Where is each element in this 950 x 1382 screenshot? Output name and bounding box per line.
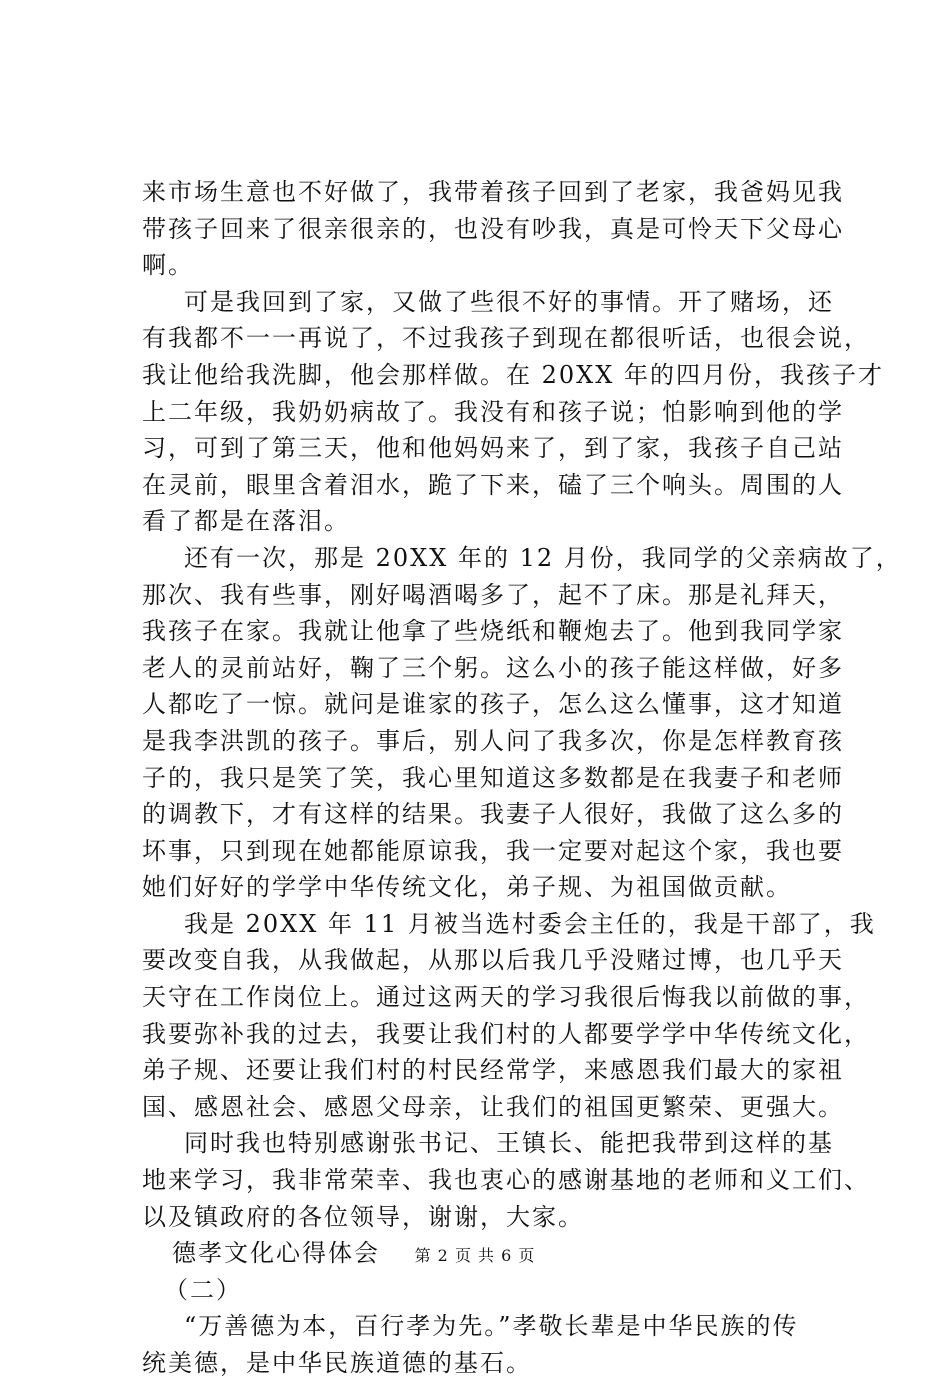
text-line: 是我李洪凯的孩子。事后，别人问了我多次，你是怎样教育孩 <box>142 726 844 755</box>
text-line: 她们好好的学学中华传统文化，弟子规、为祖国做贡献。 <box>142 873 792 902</box>
text-line: 还有一次，那是 20XX 年的 12 月份，我同学的父亲病故了， <box>184 543 902 572</box>
text-line: 上二年级，我奶奶病故了。我没有和孩子说；怕影响到他的学 <box>142 397 844 426</box>
text-line: 那次、我有些事，刚好喝酒喝多了，起不了床。那是礼拜天， <box>142 580 844 609</box>
text-line: 国、感恩社会、感恩父母亲，让我们的祖国更繁荣、更强大。 <box>142 1092 844 1121</box>
text-line: 带孩子回来了很亲很亲的，也没有吵我，真是可怜天下父母心 <box>142 214 844 243</box>
text-line: 我让他给我洗脚，他会那样做。在 20XX 年的四月份，我孩子才 <box>142 360 884 389</box>
text-line: 看了都是在落泪。 <box>142 507 350 536</box>
document-body <box>142 174 902 1382</box>
section-number: （二） <box>164 1275 242 1304</box>
text-line: 可是我回到了家，又做了些很不好的事情。开了赌场，还 <box>184 287 834 316</box>
text-line: 习，可到了第三天，他和他妈妈来了，到了家，我孩子自己站 <box>142 434 844 463</box>
text-line: 的调教下，才有这样的结果。我妻子人很好，我做了这么多的 <box>142 800 844 829</box>
text-line: 子的，我只是笑了笑，我心里知道这多数都是在我妻子和老师 <box>142 763 844 792</box>
text-line: 在灵前，眼里含着泪水，跪了下来，磕了三个响头。周围的人 <box>142 470 844 499</box>
page-number-footer: 第 2 页 共 6 页 <box>414 1246 536 1265</box>
text-line: “万善德为本，百行孝为先。”孝敬长辈是中华民族的传 <box>184 1312 799 1341</box>
text-line: 地来学习，我非常荣幸、我也衷心的感谢基地的老师和义工们、 <box>142 1166 870 1195</box>
text-line: 我孩子在家。我就让他拿了些烧纸和鞭炮去了。他到我同学家 <box>142 617 844 646</box>
text-line: 坏事，只到现在她都能原谅我，我一定要对起这个家，我也要 <box>142 836 844 865</box>
section-title: 德孝文化心得体会 <box>172 1239 380 1268</box>
text-line: 来市场生意也不好做了，我带着孩子回到了老家，我爸妈见我 <box>142 178 844 206</box>
text-line: 我要弥补我的过去，我要让我们村的人都要学学中华传统文化， <box>142 1019 870 1048</box>
text-line: 我是 20XX 年 11 月被当选村委会主任的，我是干部了，我 <box>184 909 876 938</box>
text-line: 弟子规、还要让我们村的村民经常学，来感恩我们最大的家祖 <box>142 1056 844 1085</box>
text-line: 啊。 <box>142 251 194 280</box>
text-line: 有我都不一一再说了，不过我孩子到现在都很听话，也很会说， <box>142 324 870 353</box>
text-line: 同时我也特别感谢张书记、王镇长、能把我带到这样的基 <box>184 1129 834 1158</box>
text-line: 统美德，是中华民族道德的基石。 <box>142 1349 532 1377</box>
text-line: 要改变自我，从我做起，从那以后我几乎没赌过博，也几乎天 <box>142 946 844 975</box>
text-line: 天守在工作岗位上。通过这两天的学习我很后悔我以前做的事， <box>142 983 870 1012</box>
text-line: 以及镇政府的各位领导，谢谢，大家。 <box>142 1202 584 1231</box>
text-line: 人都吃了一惊。就问是谁家的孩子，怎么这么懂事，这才知道 <box>142 690 844 719</box>
text-line: 老人的灵前站好，鞠了三个躬。这么小的孩子能这样做，好多 <box>142 653 844 682</box>
